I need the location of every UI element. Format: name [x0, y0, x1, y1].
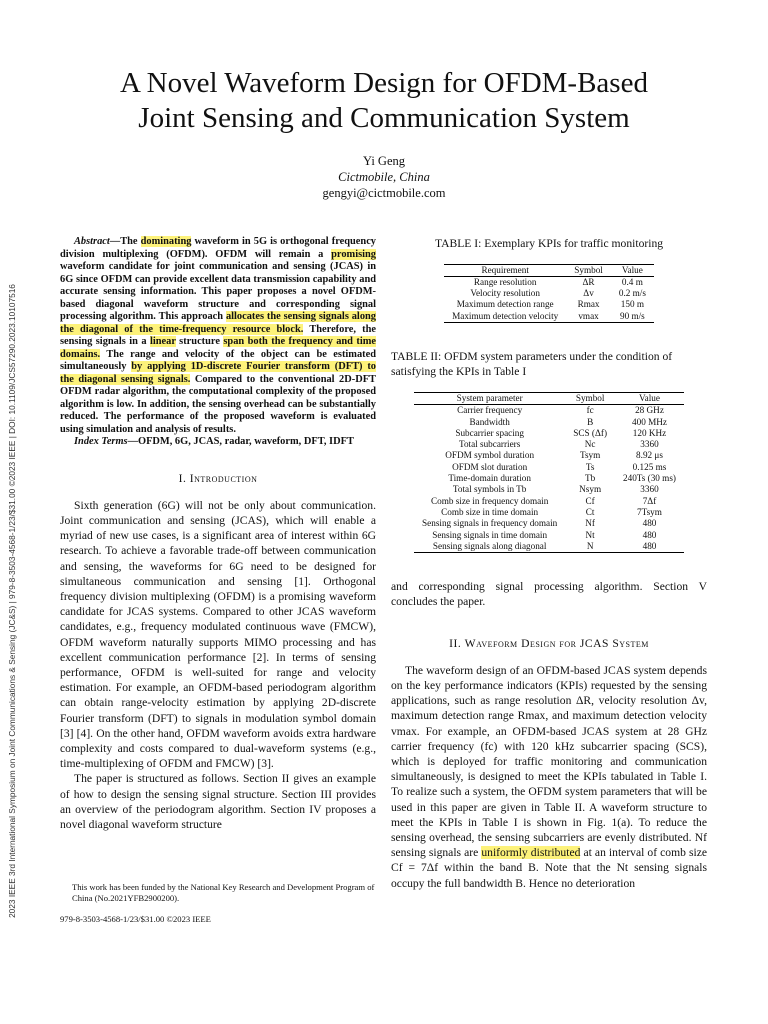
index-terms: Index Terms—OFDM, 6G, JCAS, radar, waveform, DFT, IDFT: [74, 436, 354, 447]
table-row: Carrier frequency fc 28 GHz: [457, 405, 664, 416]
table-row: Comb size in frequency domain Cf 7Δf: [430, 495, 657, 506]
section-heading-waveform-design: II. Waveform Design for JCAS System: [449, 636, 649, 650]
author-email[interactable]: gengyi@cictmobile.com: [322, 186, 446, 200]
table-row: OFDM slot duration Ts 0.125 ms: [452, 461, 667, 472]
highlight: dominating: [140, 236, 192, 247]
footnote: [60, 882, 376, 926]
table-row: Comb size in time domain Ct 7Tsym: [441, 506, 662, 517]
highlight: span both the frequency and time domains.: [60, 336, 377, 360]
table-row: Total subcarriers Nc 3360: [458, 439, 659, 450]
highlight: allocates the sensing signals along the diagonal of the time-frequency resource block.: [60, 311, 376, 335]
doi-sidebar: 2023 IEEE 3rd International Symposium on Joint Communications & Sensing (JC&S) | 979-8-3503-4568-1/23/$31.00 ©2023 IEEE | DOI: 10.1109/JCS57290.2023.10107516: [7, 284, 17, 918]
table-row: OFDM symbol duration Tsym 8.92 μs: [445, 450, 663, 461]
paper-title: A Novel Waveform Design for OFDM-Based Joint Sensing and Communication System: [120, 67, 648, 134]
intro-paragraph-1: Sixth generation (6G) will not be only about communication. Joint communication and sensing (JCAS), which will enable a myriad of new use cases, is a significant area of interest within 6G research. To achieve a favorable trade-off between communication and sensing, the waveforms for 6G need to be designed for simultaneous communication and sensing [1]. Orthogonal frequency division multiplexing (OFDM) is a promising waveform candidate for JCAS systems. Compared to other JCAS waveform candidates, e.g., frequency modulated continuous wave (FMCW), OFDM waveform naturally supports MIMO processing and has excellent communication performance [2]. In terms of sensing performance, OFDM is well-suited for range and velocity estimation. For example, an OFDM-based periodogram algorithm can obtain range-velocity estimation by applying 2D-discrete Fourier transform (DFT) to signals in modulation symbol domain [3] [4]. On the other hand, OFDM waveform avoids extra hardware complexity and costs compared to dual-waveform systems (e.g., time-multiplexing of OFDM and FMCW) [3].: [60, 498, 376, 771]
table2-caption: TABLE II: OFDM system parameters under the condition of satisfying the KPIs in Table I: [391, 349, 673, 379]
intro-paragraph-2: The paper is structured as follows. Section II gives an example of how to design the sensing signal structure. Section III provides an overview of the periodogram algorithm. Section IV proposes a novel diagonal waveform structure: [60, 772, 376, 831]
table-row: Maximum detection range Rmax 150 m: [456, 299, 644, 310]
table-row: Sensing signals along diagonal N 480: [414, 541, 684, 553]
right-paragraph-continuation: and corresponding signal processing algorithm. Section V concludes the paper.: [391, 580, 707, 609]
highlight: promising: [331, 248, 376, 260]
highlight: linear: [149, 336, 176, 347]
highlight: uniformly distributed: [481, 846, 581, 860]
table-row: Time-domain duration Tb 240Ts (30 ms): [448, 473, 676, 484]
funding-note: This work has been funded by the National Key Research and Development Program of China (No.2021YFB2900200).: [72, 882, 375, 904]
table-row: Maximum detection velocity vmax 90 m/s: [444, 311, 654, 323]
table-header: Symbol: [565, 392, 615, 404]
author-block: [0, 153, 768, 201]
table-header: Value: [611, 264, 654, 276]
highlight: by applying 1D-discrete Fourier transform (DFT) to the diagonal sensing signals.: [60, 361, 376, 385]
table-row: Velocity resolution Δv 0.2 m/s: [470, 288, 646, 299]
left-column: [60, 236, 376, 832]
section2-paragraph-1: The waveform design of an OFDM-based JCAS system depends on the key performance indicators (KPIs) requested by the sensing applications, such as range resolution ΔR, velocity resolution Δv, maximum detection range Rmax, and maximum detection velocity vmax. For example, an OFDM-based JCAS system at 28 GHz carrier frequency (fc) with 120 kHz subcarrier spacing (SCS), which is deployed for traffic monitoring and communication simultaneously, is designed to meet the KPIs tabulated in Table I. To realize such a system, the OFDM system parameters that will be used in this paper are given in Table II. A waveform structure to meet the KPIs in Table I is shown in Fig. 1(a). To reduce the sensing overhead, the sensing subcarriers are evenly distributed. Nf sensing signals are uniformly distributed at an interval of comb size Cf = 7Δf within the band B. Note that the Nt sensing signals occupy the full bandwidth B. Hence no deterioration: [391, 663, 707, 890]
section-heading-introduction: I. Introduction: [178, 471, 258, 485]
copyright-line: 979-8-3503-4568-1/23/$31.00 ©2023 IEEE: [60, 914, 211, 925]
table1-caption: TABLE I: Exemplary KPIs for traffic monitoring: [434, 237, 664, 250]
table-header: Requirement: [444, 264, 566, 276]
abstract: Abstract—The dominating waveform in 5G is orthogonal frequency division multiplexing (OFDM). OFDM will remain a promising waveform candidate for joint communication and sensing (JCAS) in 6G since OFDM can provide excellent data transmission capability and accurate sensing information. This paper proposes a novel OFDM-based diagonal waveform structure and corresponding signal processing algorithm. This approach allocates the sensing signals along the diagonal of the time-frequency resource block. Therefore, the sensing signals in a linear structure span both the frequency and time domains. The range and velocity of the object can be estimated simultaneously by applying 1D-discrete Fourier transform (DFT) to the diagonal sensing signals. Compared to the conventional 2D-DFT OFDM radar algorithm, the computational complexity of the proposed algorithm is low. In addition, the sensing overhead can be substantially reduced. The performance of the proposed waveform is evaluated using simulation and analysis of results.: [60, 236, 377, 435]
table-row: Range resolution ΔR 0.4 m: [473, 276, 643, 287]
table-2: [414, 392, 684, 553]
table-row: Sensing signals in frequency domain Nf 480: [422, 518, 657, 529]
table-header: System parameter: [414, 392, 565, 404]
author-affiliation: Cictmobile, China: [338, 170, 430, 184]
table-row: Subcarrier spacing SCS (Δf) 120 KHz: [455, 427, 667, 438]
table-row: Bandwidth B 400 MHz: [469, 416, 667, 427]
table-header: Value: [615, 392, 684, 404]
table-header: Symbol: [566, 264, 611, 276]
table-row: Total symbols in Tb Nsym 3360: [452, 484, 659, 495]
table-row: Sensing signals in time domain Nt 480: [432, 529, 657, 540]
author-name: Yi Geng: [362, 154, 405, 168]
table-1: [444, 264, 654, 323]
right-column: [391, 236, 707, 891]
